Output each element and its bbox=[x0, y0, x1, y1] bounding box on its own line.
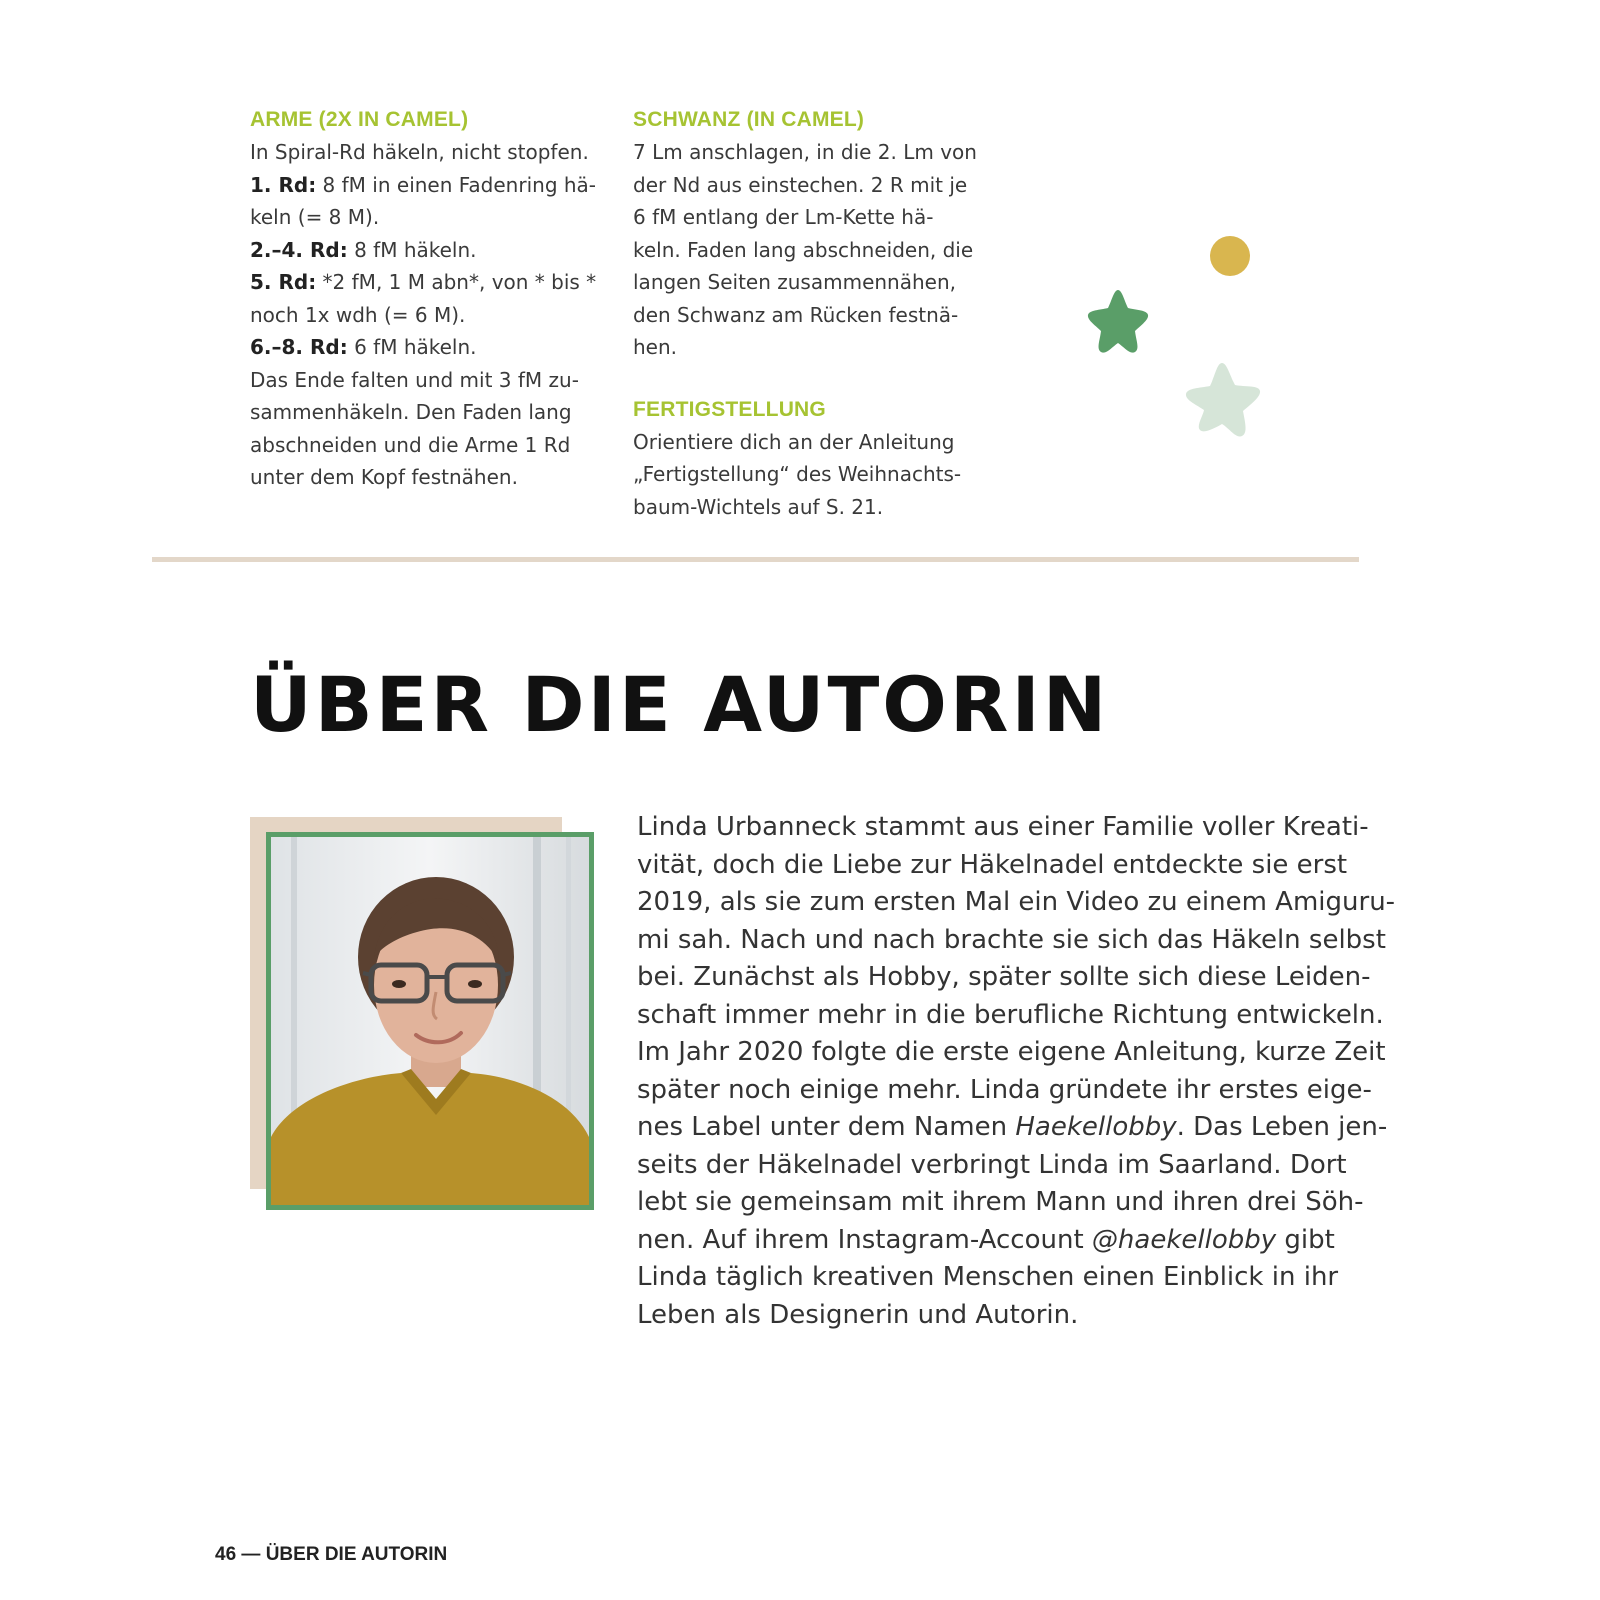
arme-end-line: unter dem Kopf festnähen. bbox=[250, 465, 518, 489]
bio-line: Linda Urbanneck stammt aus einer Familie voller Kreati- bbox=[637, 812, 1369, 842]
schwanz-line: keln. Faden lang abschneiden, die bbox=[633, 237, 974, 262]
round-label: 5. Rd: bbox=[250, 270, 317, 294]
bio-line: seits der Häkelnadel verbringt Linda im Saarland. Dort bbox=[637, 1149, 1347, 1180]
round-label: 6.–8. Rd: bbox=[250, 335, 348, 359]
schwanz-line: hen. bbox=[633, 335, 678, 359]
section-divider bbox=[152, 557, 1359, 562]
schwanz-section bbox=[633, 104, 1013, 523]
bio-line: später noch einige mehr. Linda gründete ihr erstes eige- bbox=[637, 1074, 1372, 1105]
bio-line: lebt sie gemeinsam mit ihrem Mann und ihren drei Söh- bbox=[637, 1187, 1364, 1217]
fertigstellung-heading: FERTIGSTELLUNG bbox=[633, 397, 826, 421]
schwanz-heading: SCHWANZ (IN CAMEL) bbox=[633, 108, 865, 131]
author-biography bbox=[637, 809, 1396, 1334]
decoration-stars bbox=[1070, 228, 1290, 458]
label-name: Haekellobby bbox=[1015, 1112, 1177, 1142]
bio-line: Linda täglich kreativen Menschen einen Einblick in ihr bbox=[637, 1262, 1339, 1292]
bio-line: vität, doch die Liebe zur Häkelnadel entdeckte sie erst bbox=[637, 849, 1348, 880]
arme-heading: ARME (2X IN CAMEL) bbox=[250, 108, 469, 131]
green-star-icon bbox=[1088, 290, 1148, 353]
fertig-line: baum-Wichtels auf S. 21. bbox=[633, 494, 884, 519]
schwanz-line: 6 fM entlang der Lm-Kette hä- bbox=[633, 205, 934, 229]
light-star-icon bbox=[1186, 363, 1260, 437]
bio-line: bei. Zunächst als Hobby, später sollte sich diese Leiden- bbox=[637, 962, 1371, 992]
arme-round-6-8 bbox=[250, 331, 610, 364]
arme-round-5-cont: noch 1x wdh (= 6 M). bbox=[250, 302, 466, 327]
bio-line bbox=[637, 1222, 1367, 1260]
page-number: 46 bbox=[215, 1544, 237, 1565]
arme-section bbox=[250, 104, 610, 494]
arme-round-1-cont: keln (= 8 M). bbox=[250, 205, 380, 229]
arme-round-2-4 bbox=[250, 234, 610, 267]
arme-round-1 bbox=[250, 169, 610, 202]
round-text: 8 fM häkeln. bbox=[347, 237, 477, 262]
portrait-illustration bbox=[271, 837, 589, 1205]
bio-text: gibt bbox=[1276, 1224, 1335, 1255]
bio-line: mi sah. Nach und nach brachte sie sich das Häkeln selbst bbox=[637, 924, 1386, 955]
bio-text: nes Label unter dem Namen bbox=[637, 1112, 1016, 1142]
gold-dot-icon bbox=[1210, 236, 1250, 276]
bio-line bbox=[637, 1109, 1388, 1147]
round-label: 2.–4. Rd: bbox=[250, 237, 348, 262]
schwanz-line: langen Seiten zusammennähen, bbox=[633, 270, 956, 294]
bio-line: schaft immer mehr in die berufliche Richtung entwickeln. bbox=[637, 999, 1384, 1030]
page-title: ÜBER DIE AUTORIN bbox=[250, 660, 1110, 749]
bio-text: . Das Leben jen- bbox=[1176, 1112, 1388, 1142]
round-text: 6 fM häkeln. bbox=[347, 335, 477, 359]
schwanz-line: 7 Lm anschlagen, in die 2. Lm von bbox=[633, 140, 977, 164]
bio-line: 2019, als sie zum ersten Mal ein Video zu einem Amiguru- bbox=[637, 887, 1396, 917]
page-footer bbox=[215, 1544, 447, 1566]
fertig-line: Orientiere dich an der Anleitung bbox=[633, 429, 955, 454]
footer-label: ÜBER DIE AUTORIN bbox=[265, 1544, 448, 1565]
schwanz-line: den Schwanz am Rücken festnä- bbox=[633, 302, 959, 327]
arme-round-5 bbox=[250, 266, 610, 299]
round-text: 8 fM in einen Fadenring hä- bbox=[316, 172, 597, 197]
schwanz-line: der Nd aus einstechen. 2 R mit je bbox=[633, 172, 968, 197]
round-text: *2 fM, 1 M abn*, von * bis * bbox=[316, 270, 597, 294]
bio-line: Im Jahr 2020 folgte die erste eigene Anleitung, kurze Zeit bbox=[637, 1037, 1386, 1067]
bio-text: nen. Auf ihrem Instagram-Account bbox=[637, 1224, 1092, 1255]
instagram-handle: @haekellobby bbox=[1091, 1224, 1277, 1255]
author-photo bbox=[266, 832, 594, 1210]
fertig-line: „Fertigstellung“ des Weihnachts- bbox=[633, 462, 962, 486]
round-label: 1. Rd: bbox=[250, 172, 317, 197]
footer-dash: — bbox=[241, 1544, 261, 1565]
arme-end-line: Das Ende falten und mit 3 fM zu- bbox=[250, 367, 579, 392]
bio-line: Leben als Designerin und Autorin. bbox=[637, 1299, 1079, 1330]
arme-end-line: abschneiden und die Arme 1 Rd bbox=[250, 432, 571, 457]
arme-end-line: sammenhäkeln. Den Faden lang bbox=[250, 400, 572, 424]
arme-intro: In Spiral-Rd häkeln, nicht stopfen. bbox=[250, 140, 589, 164]
